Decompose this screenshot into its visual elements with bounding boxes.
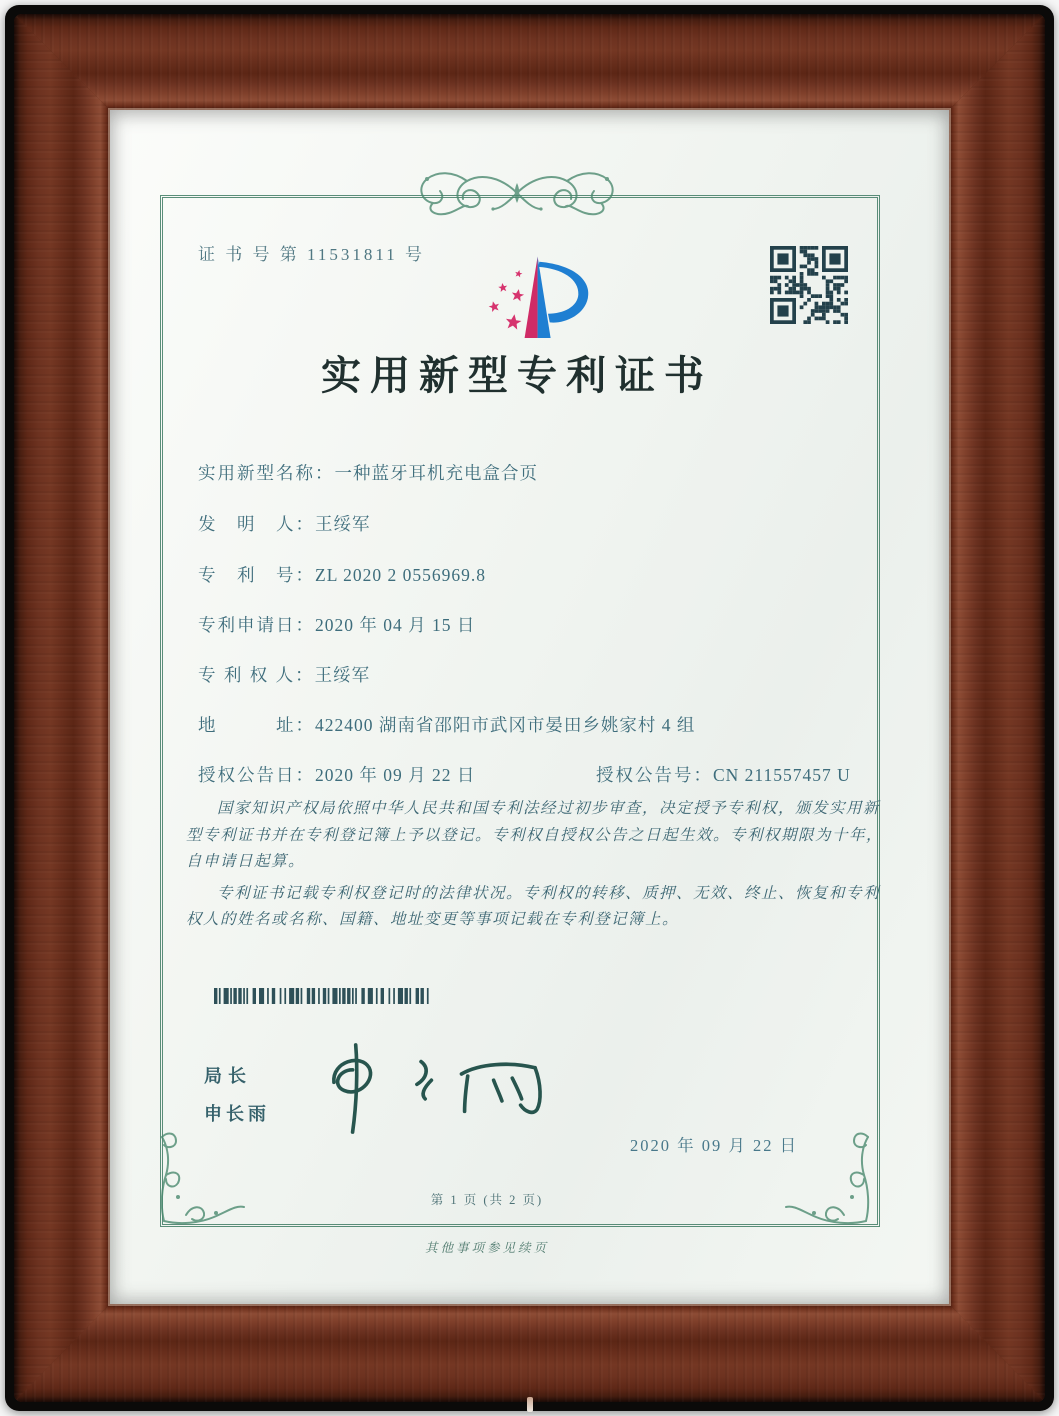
wood-frame-top (14, 14, 1045, 110)
page-title: 实用新型专利证书 (321, 353, 713, 398)
field-value: 2020 年 04 月 15 日 (315, 615, 476, 635)
field-value: 一种蓝牙耳机充电盒合页 (334, 463, 538, 483)
cnipa-logo-icon (470, 248, 600, 350)
field-row-inventor (198, 511, 371, 536)
field-row-grant (198, 762, 898, 787)
grant-no-label: 授权公告号： (596, 765, 713, 785)
field-value: 王绥军 (315, 514, 371, 534)
legal-paragraph-1: 国家知识产权局依照中华人民共和国专利法经过初步审查，决定授予专利权，颁发实用新型专利证书并在专利登记簿上予以登记。专利权自授权公告之日起生效。专利权期限为十年，自申请日起算。 (186, 800, 884, 870)
grant-date-label: 授权公告日： (198, 765, 315, 785)
field-value: 422400 湖南省邵阳市武冈市晏田乡姚家村 4 组 (315, 715, 696, 735)
field-value: 王绥军 (314, 665, 371, 685)
field-label: 专利申请日： (198, 615, 315, 635)
qr-code-icon (770, 246, 848, 324)
frame-stand-notch (527, 1397, 533, 1412)
issue-date: 2020 年 09 月 22 日 (630, 1136, 799, 1155)
barcode-icon (214, 988, 434, 1004)
signer-title: 局长 (204, 1066, 252, 1086)
field-value: ZL 2020 2 0556969.8 (315, 565, 486, 585)
field-label: 专 利 号： (198, 565, 315, 585)
certificate-paper (110, 110, 949, 1304)
grant-date-value: 2020 年 09 月 22 日 (315, 765, 476, 785)
field-row-filing-date (198, 612, 475, 637)
wood-frame-bottom (14, 1304, 1045, 1402)
signer-name: 申长雨 (204, 1104, 270, 1124)
field-label: 发 明 人： (198, 514, 315, 534)
field-row-address (198, 712, 695, 737)
field-row-patentee (198, 662, 370, 687)
wood-frame-right (949, 14, 1045, 1402)
bottom-left-flourish-icon (156, 1117, 248, 1227)
field-label: 专 利 权 人： (198, 665, 315, 685)
certificate-number: 证 书 号 第 11531811 号 (198, 245, 425, 264)
grant-no-group (596, 762, 851, 787)
legal-paragraph-2: 专利证书记载专利权登记时的法律状况。专利权的转移、质押、无效、终止、恢复和专利权人的姓名或名称、国籍、地址变更等事项记载在专利登记簿上。 (186, 884, 881, 928)
field-row-patent-no (198, 562, 486, 587)
signature-handwriting-icon (280, 1038, 560, 1138)
grant-no-value: CN 211557457 U (713, 765, 851, 785)
field-row-name (198, 460, 538, 485)
page-number: 第 1 页 (共 2 页) (430, 1193, 544, 1207)
field-label: 地 址： (198, 715, 315, 735)
continuation-note: 其他事项参见续页 (424, 1241, 549, 1255)
legal-text (186, 796, 886, 939)
field-label: 实用新型名称： (198, 463, 335, 483)
wood-frame-left (14, 14, 110, 1402)
top-flourish-ornament-icon (397, 165, 637, 221)
